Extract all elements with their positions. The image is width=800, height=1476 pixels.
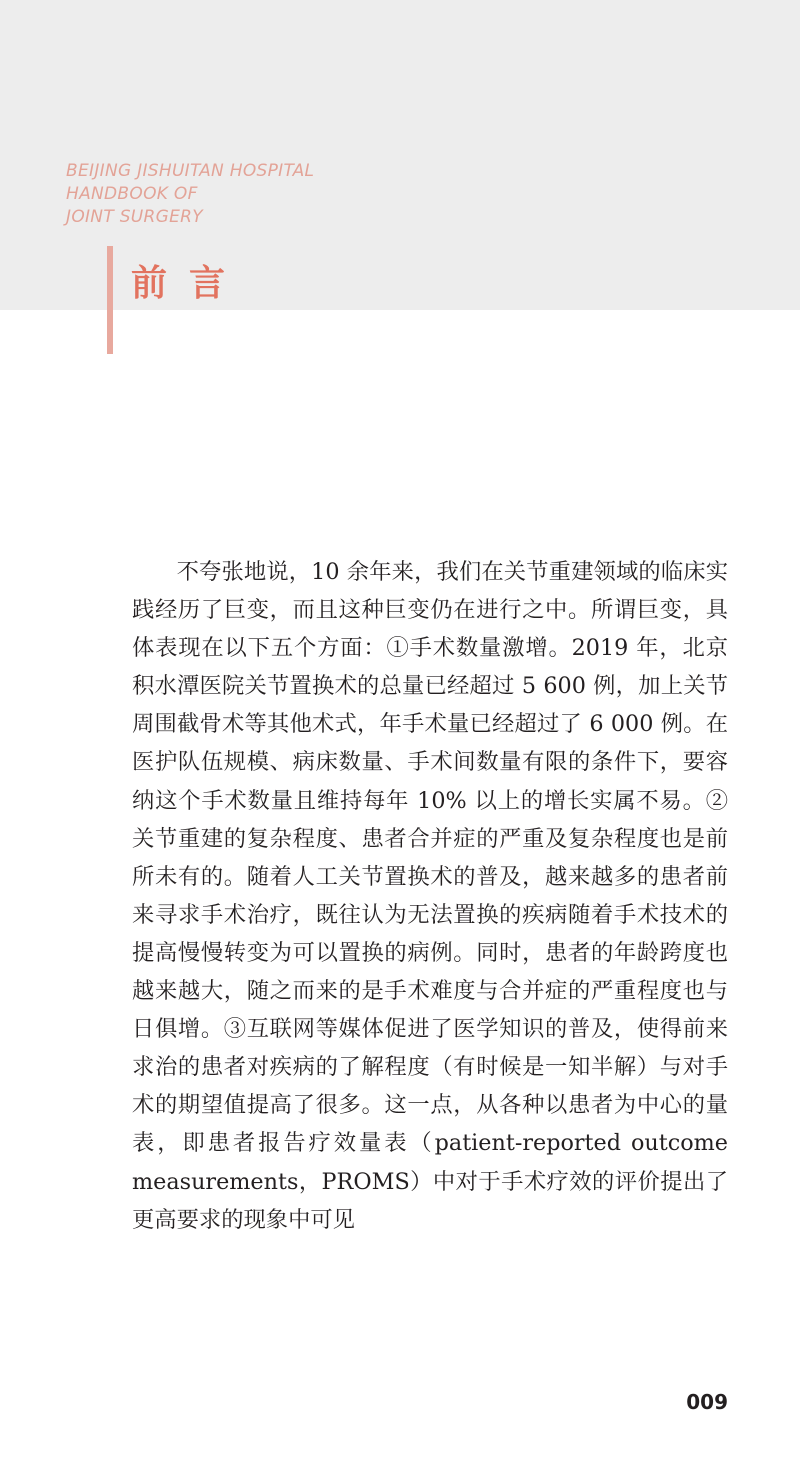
- body-text: [132, 553, 728, 1239]
- accent-bar: [107, 246, 113, 354]
- chapter-title: 前言: [131, 263, 248, 304]
- series-title-line-3: JOINT SURGERY: [66, 207, 203, 227]
- series-title-line-2: HANDBOOK OF: [66, 184, 198, 204]
- paragraph: 不夸张地说，10 余年来，我们在关节重建领域的临床实践经历了巨变，而且这种巨变仍在进行之中。所谓巨变，具体表现在以下五个方面：①手术数量激增。2019 年，北京积水潭医院关节置换术的总量已经超过 5 600 例，加上关节周围截骨术等其他术式，年手术量已经超过了 6 000 例。在医护队伍规模、病床数量、手术间数量有限的条件下，要容纳这个手术数量且维持每年 10% 以上的增长实属不易。②关节重建的复杂程度、患者合并症的严重及复杂程度也是前所未有的。随着人工关节置换术的普及，越来越多的患者前来寻求手术治疗，既往认为无法置换的疾病随着手术技术的提高慢慢转变为可以置换的病例。同时，患者的年龄跨度也越来越大，随之而来的是手术难度与合并症的严重程度也与日俱增。③互联网等媒体促进了医学知识的普及，使得前来求治的患者对疾病的了解程度（有时候是一知半解）与对手术的期望值提高了很多。这一点，从各种以患者为中心的量表，即患者报告疗效量表（patient-reported outcome measurements，PROMS）中对于手术疗效的评价提出了更高要求的现象中可见: [132, 559, 728, 1233]
- series-title: [66, 160, 314, 229]
- series-title-line-1: BEIJING JISHUITAN HOSPITAL: [66, 161, 315, 181]
- header-band: [0, 0, 800, 310]
- page-number: 009: [686, 1390, 728, 1414]
